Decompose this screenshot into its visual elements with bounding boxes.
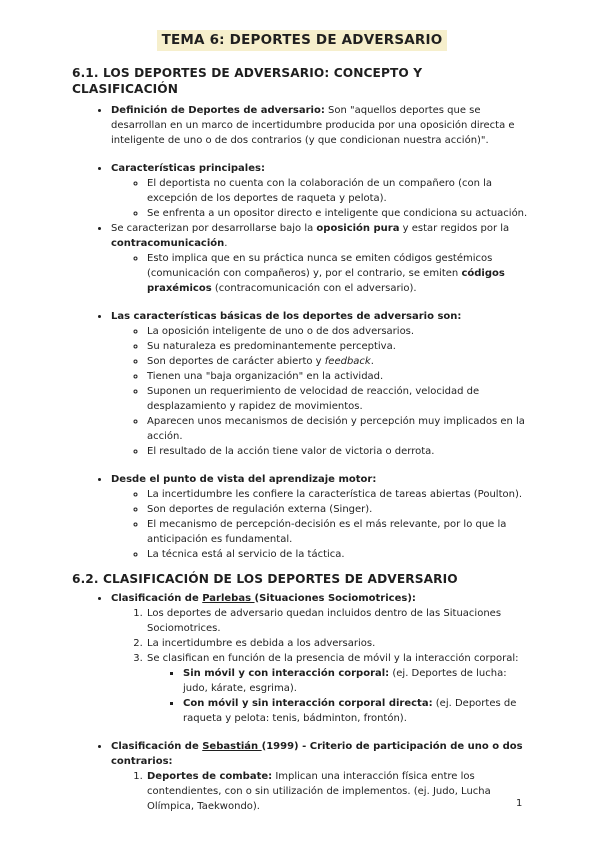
list-item-definicion — [110, 103, 532, 148]
list-item-caracteristicas — [110, 161, 532, 221]
text-run: (contracomunicación con el adversario). — [211, 283, 417, 294]
text-run: Deportes de combate: — [147, 771, 273, 782]
list-item — [146, 651, 532, 726]
text-run: feedback — [324, 356, 371, 367]
list-item — [182, 666, 532, 696]
text-run: La oposición inteligente de uno o de dos adversarios. — [147, 326, 415, 337]
list-item — [146, 636, 532, 651]
list-item — [146, 324, 532, 339]
text-run: El mecanismo de percepción-decisión es el más relevante, por lo que la anticipación es fundamental. — [147, 519, 507, 545]
text-run: oposición pura — [316, 223, 400, 234]
text-run: La incertidumbre es debida a los adversarios. — [147, 638, 376, 649]
list-item — [146, 547, 532, 562]
text-run: Implican una interacción física entre los contendientes, con o sin utilización de implementos. (ej. Judo, Lucha Olímpica, Taekwondo). — [147, 771, 491, 812]
text-run: (ej. Deportes de raqueta y pelota: tenis, bádminton, frontón). — [183, 698, 517, 724]
text-run-underlined: Parlebas — [202, 593, 255, 604]
list-item-parlebas — [110, 591, 532, 726]
sublist — [111, 487, 532, 562]
list-item-basicas — [110, 309, 532, 459]
text-run: Su naturaleza es predominantemente perceptiva. — [147, 341, 396, 352]
text-run: El deportista no cuenta con la colaboración de un compañero (con la excepción de los deportes de raqueta y pelota). — [147, 178, 493, 204]
section-6-1-list — [72, 103, 532, 562]
list-item — [146, 517, 532, 547]
list-item — [146, 384, 532, 414]
list-item — [146, 206, 532, 221]
text-run: Tienen una "baja organización" en la actividad. — [147, 371, 384, 382]
text-run: Son deportes de carácter abierto y — [147, 356, 325, 367]
text-run: Esto implica que en su práctica nunca se emiten códigos gestémicos (comunicación con compañeros) y, por el contrario, se emiten — [147, 253, 493, 279]
text-run: Se caracterizan por desarrollarse bajo la — [111, 223, 317, 234]
text-run: y estar regidos por la — [399, 223, 510, 234]
list-item-oposicion — [110, 221, 532, 296]
text-run: Definición de Deportes de adversario: — [111, 105, 325, 116]
text-run: (ej. Deportes de lucha: judo, kárate, esgrima). — [183, 668, 507, 694]
list-item — [182, 696, 532, 726]
text-run: Suponen un requerimiento de velocidad de reacción, velocidad de desplazamiento y rapidez de movimientos. — [147, 386, 480, 412]
text-run: Las características básicas de los deportes de adversario son: — [111, 311, 462, 322]
document-title — [72, 30, 532, 51]
title-highlight-text: TEMA 6: DEPORTES DE ADVERSARIO — [157, 30, 448, 51]
sublist — [111, 251, 532, 296]
text-run: Con móvil y sin interacción corporal directa: — [183, 698, 433, 709]
section-6-2-list — [72, 591, 532, 814]
text-run: Clasificación de — [111, 593, 203, 604]
numbered-sublist — [111, 769, 532, 814]
text-run: Son "aquellos deportes que se desarrollan en un marco de incertidumbre producida por una oposición directa e inteligente de uno o de dos contrarios (y que condicionan nuestra acción)". — [111, 105, 515, 146]
page-number: 1 — [516, 798, 523, 809]
text-run: El resultado de la acción tiene valor de victoria o derrota. — [147, 446, 435, 457]
list-item — [146, 354, 532, 369]
list-item-sebastian — [110, 739, 532, 814]
list-item-aprendizaje-motor — [110, 472, 532, 562]
square-sublist — [147, 666, 532, 726]
list-item — [146, 606, 532, 636]
list-item — [146, 502, 532, 517]
list-item — [146, 414, 532, 444]
text-run-underlined: Sebastián — [202, 741, 262, 752]
section-6-1-heading: 6.1. LOS DEPORTES DE ADVERSARIO: CONCEPTO Y CLASIFICACIÓN — [72, 66, 423, 96]
text-run: La técnica está al servicio de la táctica. — [147, 549, 345, 560]
text-run: Los deportes de adversario quedan incluidos dentro de las Situaciones Sociomotrices. — [147, 608, 502, 634]
list-item — [146, 176, 532, 206]
text-run: Desde el punto de vista del aprendizaje motor: — [111, 474, 377, 485]
list-item — [146, 487, 532, 502]
section-6-2-heading: 6.2. CLASIFICACIÓN DE LOS DEPORTES DE ADVERSARIO — [72, 572, 458, 586]
list-item — [146, 339, 532, 354]
text-run: . — [370, 356, 374, 367]
sublist — [111, 176, 532, 221]
text-run: Aparecen unos mecanismos de decisión y percepción muy implicados en la acción. — [147, 416, 525, 442]
text-run: contracomunicación — [111, 238, 225, 249]
text-run: La incertidumbre les confiere la característica de tareas abiertas (Poulton). — [147, 489, 523, 500]
list-item — [146, 769, 532, 814]
numbered-sublist — [111, 606, 532, 726]
text-run: Características principales: — [111, 163, 265, 174]
text-run: (1999) - Criterio de participación de uno o dos contrarios: — [111, 741, 523, 767]
text-run: Sin móvil y con interacción corporal: — [183, 668, 390, 679]
list-item — [146, 444, 532, 459]
text-run: códigos praxémicos — [147, 268, 505, 294]
list-item — [146, 369, 532, 384]
text-run: Clasificación de — [111, 741, 203, 752]
sublist — [111, 324, 532, 459]
text-run: Se enfrenta a un opositor directo e inteligente que condiciona su actuación. — [147, 208, 528, 219]
text-run: . — [224, 238, 228, 249]
text-run: Son deportes de regulación externa (Singer). — [147, 504, 373, 515]
text-run: Se clasifican en función de la presencia de móvil y la interacción corporal: — [147, 653, 519, 664]
text-run: (Situaciones Sociomotrices): — [254, 593, 416, 604]
list-item — [146, 251, 532, 296]
